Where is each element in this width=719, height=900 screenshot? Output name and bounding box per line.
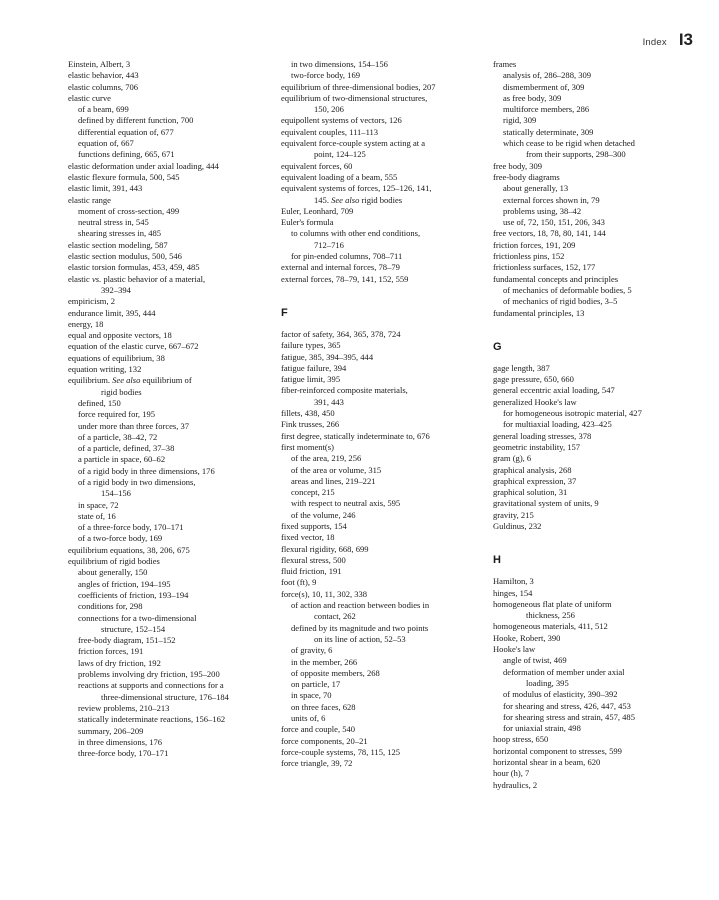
index-subentry: of modulus of elasticity, 390–392 [503,689,618,700]
index-subentry: summary, 206–209 [78,725,144,736]
index-entry: equilibrium of three-dimensional bodies, 207 [281,81,436,92]
index-subentry: of the area, 219, 256 [291,453,362,464]
index-subentry: conditions for, 298 [78,601,143,612]
index-entry-continuation: structure, 152–154 [101,623,166,634]
index-entry: general eccentric axial loading, 547 [493,385,615,396]
index-entry: gram (g), 6 [493,453,532,464]
index-subentry: use of, 72, 150, 151, 206, 343 [503,217,605,228]
index-subentry: multiforce members, 286 [503,104,590,115]
index-entry: endurance limit, 395, 444 [68,307,156,318]
index-entry: equipollent systems of vectors, 126 [281,115,402,126]
index-subentry: external forces shown in, 79 [503,194,600,205]
index-entry: elastic vs. plastic behavior of a material, [68,273,206,284]
index-entry: equivalent loading of a beam, 555 [281,171,398,182]
index-entry-continuation: on its line of action, 52–53 [314,633,406,644]
index-entry: Euler's formula [281,217,334,228]
index-entry: Hamilton, 3 [493,576,534,587]
index-entry: elastic torsion formulas, 453, 459, 485 [68,262,200,273]
index-subentry: in space, 72 [78,499,119,510]
index-subentry: of the volume, 246 [291,509,356,520]
index-entry: frictionless pins, 152 [493,251,565,262]
index-entry: foot (ft), 9 [281,577,317,588]
index-subentry: of gravity, 6 [291,645,333,656]
index-entry: Hooke, Robert, 390 [493,632,561,643]
index-entry: force and couple, 540 [281,724,356,735]
index-subentry: free-body diagram, 151–152 [78,635,176,646]
index-subentry: with respect to neutral axis, 595 [291,498,401,509]
index-entry: elastic flexure formula, 500, 545 [68,171,180,182]
index-subentry: of a particle, 38–42, 72 [78,431,158,442]
index-entry-continuation: from their supports, 298–300 [526,149,626,160]
index-entry-continuation: point, 124–125 [314,149,366,160]
index-entry: Guldinus, 232 [493,520,542,531]
index-entry-continuation: loading, 395 [526,677,569,688]
index-entry: equilibrium of two-dimensional structures, [281,92,428,103]
index-entry-continuation: 145. See also rigid bodies [314,194,403,205]
index-entry-continuation: rigid bodies [101,386,142,397]
index-subentry: for uniaxial strain, 498 [503,723,581,734]
index-subentry: friction forces, 191 [78,646,144,657]
index-entry: equations of equilibrium, 38 [68,352,165,363]
index-entry: elastic section modulus, 500, 546 [68,251,182,262]
index-subentry: areas and lines, 219–221 [291,475,376,486]
index-subentry: of a beam, 699 [78,104,129,115]
index-entry-continuation: thickness, 256 [526,610,575,621]
index-entry: Einstein, Albert, 3 [68,59,131,69]
index-subentry: for shearing stress and strain, 457, 485 [503,711,635,722]
index-subentry: for pin-ended columns, 708–711 [291,251,403,262]
index-subentry: review problems, 210–213 [78,702,170,713]
index-entry: flexural rigidity, 668, 699 [281,543,369,554]
index-entry: equal and opposite vectors, 18 [68,330,172,341]
index-subentry: of mechanics of deformable bodies, 5 [503,284,632,295]
index-subentry: equation of, 667 [78,138,134,149]
index-subentry: angle of twist, 469 [503,655,567,666]
index-entry: general loading stresses, 378 [493,430,592,441]
index-entry: frictionless surfaces, 152, 177 [493,262,596,273]
index-entry: geometric instability, 157 [493,441,581,452]
section-letter-heading: G [493,340,502,353]
index-subentry: differential equation of, 677 [78,126,174,137]
index-entry: elastic deformation under axial loading, 444 [68,160,219,171]
index-subentry: a particle in space, 60–62 [78,454,166,465]
index-entry: fatigue failure, 394 [281,362,347,373]
index-entry: external and internal forces, 78–79 [281,262,400,273]
index-entry-continuation: 154–156 [101,488,131,499]
index-subentry: in three dimensions, 176 [78,736,163,747]
index-subentry: for multiaxial loading, 423–425 [503,419,612,430]
index-entry: gravity, 215 [493,509,534,520]
index-entry: generalized Hooke's law [493,396,577,407]
index-subentry: to columns with other end conditions, [291,228,421,239]
index-subentry: for homogeneous isotropic material, 427 [503,408,642,419]
index-entry: gravitational system of units, 9 [493,498,599,509]
index-subentry: functions defining, 665, 671 [78,149,175,160]
index-entry: free body, 309 [493,160,543,171]
index-subentry: on three faces, 628 [291,701,356,712]
index-entry: force(s), 10, 11, 302, 338 [281,588,368,599]
index-entry: equivalent couples, 111–113 [281,126,379,137]
index-subentry: defined by its magnitude and two points [291,622,429,633]
index-entry-continuation: 392–394 [101,284,131,295]
index-subentry: analysis of, 286–288, 309 [503,70,592,81]
index-entry: empiricism, 2 [68,296,115,307]
index-entry: gage pressure, 650, 660 [493,374,574,385]
index-subentry: concept, 215 [291,487,335,498]
index-column-1 [68,59,268,759]
index-entry: elastic range [68,194,111,205]
index-subentry: for shearing and stress, 426, 447, 453 [503,700,631,711]
index-subentry: angles of friction, 194–195 [78,578,171,589]
index-entry: first moment(s) [281,441,334,452]
section-letter-heading: H [493,554,501,567]
index-subentry: on particle, 17 [291,679,341,690]
index-subentry: as free body, 309 [503,92,562,103]
index-entry: fillets, 438, 450 [281,408,335,419]
index-subentry: units of, 6 [291,713,326,724]
index-subentry: about generally, 150 [78,567,148,578]
index-subentry: of a three-force body, 170–171 [78,522,184,533]
index-subentry: of a particle, defined, 37–38 [78,443,175,454]
index-subentry: in two dimensions, 154–156 [291,59,388,69]
index-subentry: connections for a two-dimensional [78,612,197,623]
index-entry: elastic curve [68,92,111,103]
index-entry: force components, 20–21 [281,735,368,746]
index-subentry: statically determinate, 309 [503,126,594,137]
index-entry: graphical expression, 37 [493,475,577,486]
index-subentry: state of, 16 [78,510,116,521]
index-subentry: in space, 70 [291,690,332,701]
index-subentry: defined by different function, 700 [78,115,194,126]
index-subentry: of a two-force body, 169 [78,533,163,544]
index-entry: fatigue limit, 395 [281,374,341,385]
index-entry: fiber-reinforced composite materials, [281,385,408,396]
index-subentry: which cease to be rigid when detached [503,138,635,149]
index-subentry: defined, 150 [78,397,121,408]
index-entry: graphical solution, 31 [493,487,568,498]
index-entry: graphical analysis, 268 [493,464,572,475]
running-header [643,30,693,50]
index-entry: equilibrium equations, 38, 206, 675 [68,544,190,555]
index-subentry: problems involving dry friction, 195–200 [78,669,220,680]
index-entry: equation of the elastic curve, 667–672 [68,341,199,352]
index-entry: elastic limit, 391, 443 [68,183,143,194]
index-entry-continuation: contact, 262 [314,611,356,622]
index-entry: horizontal shear in a beam, 620 [493,757,601,768]
index-subentry: coefficients of friction, 193–194 [78,589,189,600]
index-entry: fundamental principles, 13 [493,307,585,318]
index-entry: Fink trusses, 266 [281,419,340,430]
index-entry: frames [493,59,517,69]
index-entry: hoop stress, 650 [493,734,549,745]
index-entry: Euler, Leonhard, 709 [281,205,354,216]
index-subentry: neutral stress in, 545 [78,217,149,228]
index-entry: homogeneous materials, 411, 512 [493,621,608,632]
index-subentry: problems using, 38–42 [503,205,582,216]
index-entry: elastic section modeling, 587 [68,239,168,250]
index-entry: equivalent force-couple system acting at a [281,138,426,149]
index-subentry: two-force body, 169 [291,70,360,81]
index-subentry: under more than three forces, 37 [78,420,190,431]
index-entry: force-couple systems, 78, 115, 125 [281,746,401,757]
index-entry: elastic columns, 706 [68,81,139,92]
index-subentry: of mechanics of rigid bodies, 3–5 [503,296,618,307]
index-subentry: laws of dry friction, 192 [78,657,161,668]
index-entry: free vectors, 18, 78, 80, 141, 144 [493,228,606,239]
index-entry: equilibrium. See also equilibrium of [68,375,192,386]
index-subentry: about generally, 13 [503,183,569,194]
index-entry: fatigue, 385, 394–395, 444 [281,351,374,362]
index-subentry: reactions at supports and connections for a [78,680,224,691]
index-subentry: of the area or volume, 315 [291,464,382,475]
index-entry: elastic behavior, 443 [68,70,139,81]
index-entry-continuation: 150, 206 [314,104,344,115]
index-column-2 [281,59,481,770]
index-subentry: shearing stresses in, 485 [78,228,162,239]
index-entry: fundamental concepts and principles [493,273,619,284]
index-subentry: of opposite members, 268 [291,667,380,678]
index-subentry: rigid, 309 [503,115,537,126]
index-entry: homogeneous flat plate of uniform [493,598,612,609]
index-subentry: of action and reaction between bodies in [291,600,430,611]
index-entry: failure types, 365 [281,340,341,351]
index-entry-continuation: three-dimensional structure, 176–184 [101,691,229,702]
index-entry: energy, 18 [68,318,104,329]
index-subentry: in the member, 266 [291,656,358,667]
index-entry-continuation: 712–716 [314,239,344,250]
running-header-label: Index [642,37,667,48]
index-subentry: three-force body, 170–171 [78,748,169,759]
section-letter-heading: F [281,306,288,319]
index-entry: fixed supports, 154 [281,520,347,531]
page-number: I3 [678,30,693,49]
index-entry: factor of safety, 364, 365, 378, 724 [281,328,401,339]
index-entry: external forces, 78–79, 141, 152, 559 [281,273,409,284]
index-entry: fluid friction, 191 [281,566,342,577]
index-entry-continuation: 391, 443 [314,396,344,407]
index-entry: gage length, 387 [493,362,550,373]
index-entry: equivalent systems of forces, 125–126, 141, [281,183,432,194]
index-entry: hour (h), 7 [493,768,530,779]
index-subentry: force required for, 195 [78,409,156,420]
index-subentry: of a rigid body in two dimensions, [78,476,196,487]
index-entry: flexural stress, 500 [281,554,346,565]
index-subentry: moment of cross-section, 499 [78,205,180,216]
index-entry: hydraulics, 2 [493,779,538,790]
index-entry: equilibrium of rigid bodies [68,556,160,567]
index-entry: free-body diagrams [493,171,560,182]
index-column-3 [493,59,693,791]
index-entry: equation writing, 132 [68,364,142,375]
index-entry: hinges, 154 [493,587,533,598]
index-subentry: deformation of member under axial [503,666,625,677]
index-entry: friction forces, 191, 209 [493,239,576,250]
index-subentry: statically indeterminate reactions, 156–162 [78,714,226,725]
index-entry: fixed vector, 18 [281,532,335,543]
index-entry: force triangle, 39, 72 [281,758,353,769]
index-entry: horizontal component to stresses, 599 [493,745,622,756]
index-subentry: of a rigid body in three dimensions, 176 [78,465,215,476]
index-entry: Hooke's law [493,644,536,655]
index-entry: first degree, statically indeterminate to, 676 [281,430,430,441]
index-entry: equivalent forces, 60 [281,160,353,171]
index-subentry: dismemberment of, 309 [503,81,585,92]
